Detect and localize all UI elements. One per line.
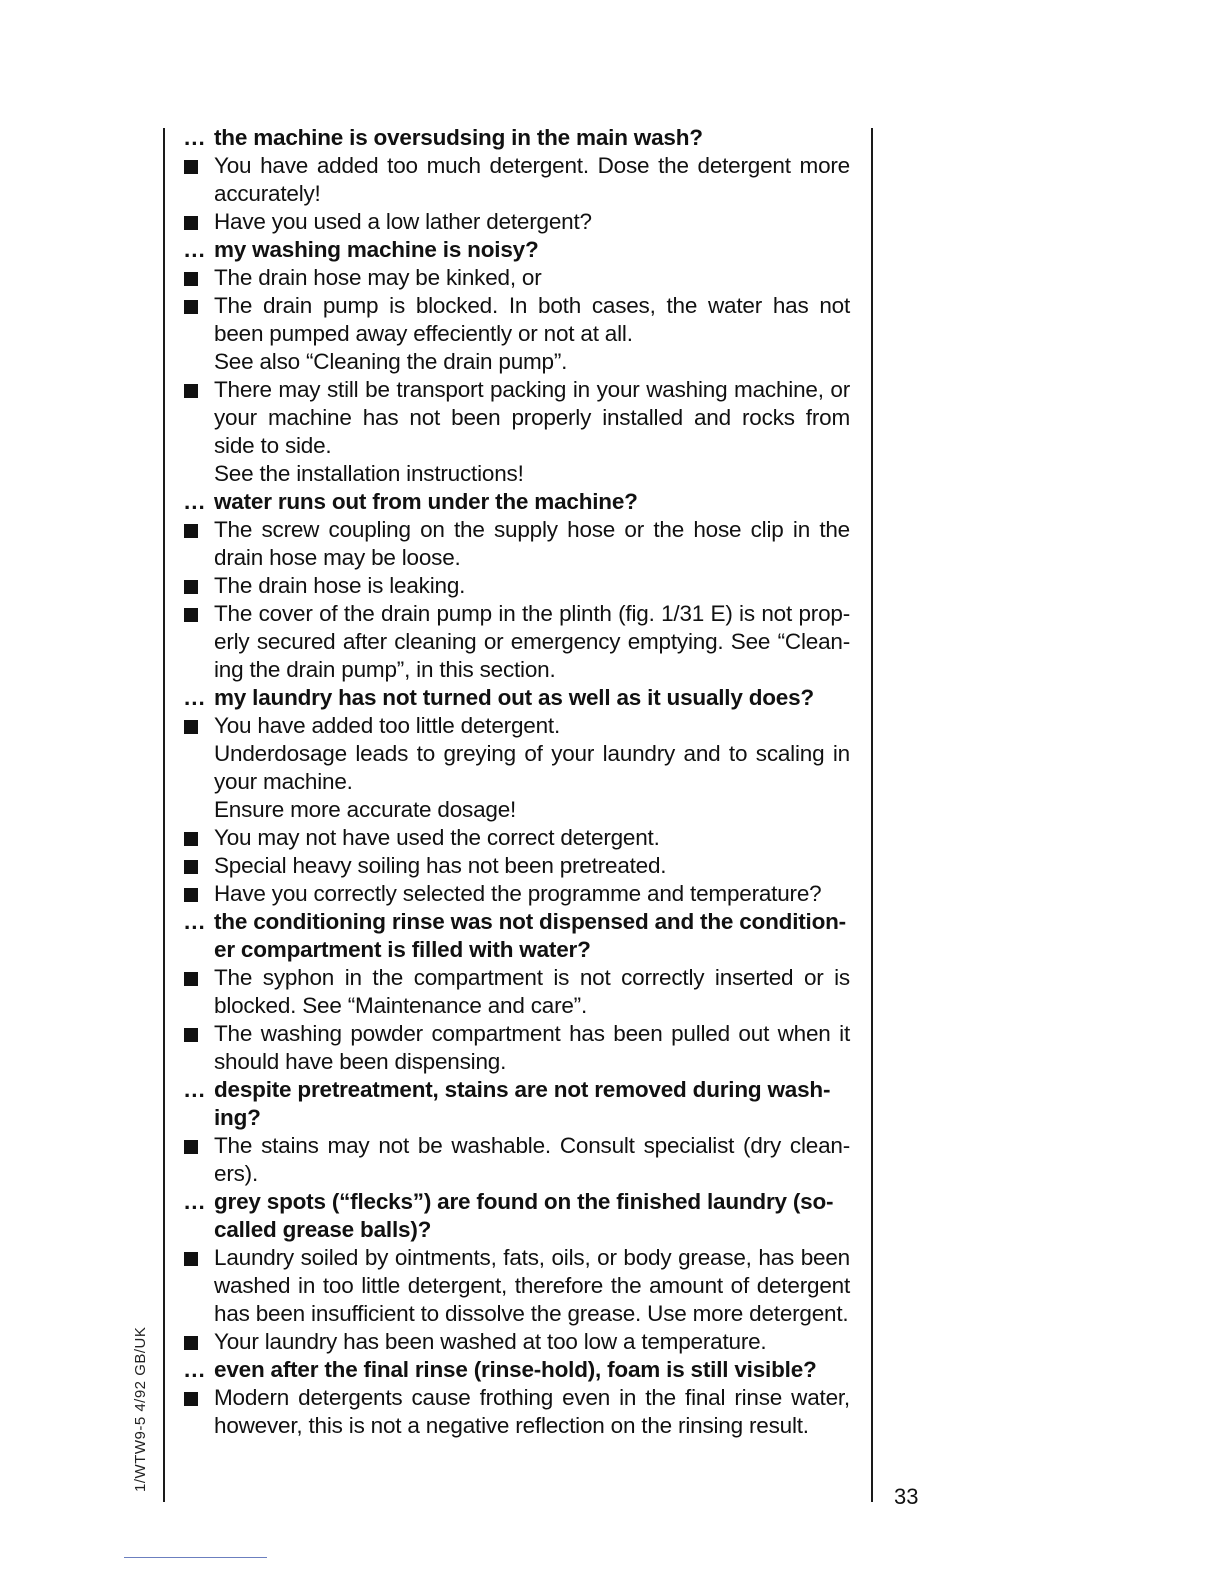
left-margin-rule <box>163 128 165 1502</box>
square-bullet-icon <box>184 264 214 292</box>
answer-item <box>184 824 850 852</box>
answer-item <box>184 264 850 292</box>
question-text: grey spots (“flecks”) are found on the finished laundry (so-called grease balls)? <box>214 1189 834 1242</box>
ellipsis-marker: ... <box>184 237 206 262</box>
ellipsis-marker: ... <box>184 685 206 710</box>
square-bullet-icon <box>184 1328 214 1356</box>
answer-text <box>214 152 850 208</box>
answer-item <box>184 572 850 600</box>
answer-item <box>184 516 850 572</box>
question-heading <box>184 908 850 964</box>
answer-text <box>214 880 850 908</box>
answer-text <box>214 1132 850 1188</box>
answer-item <box>184 852 850 880</box>
answer-paragraph: The drain pump is blocked. In both cases, the water has not been pumped away effeciently or not at all. <box>214 293 850 346</box>
answer-text <box>214 376 850 488</box>
answer-paragraph: See also “Cleaning the drain pump”. <box>214 349 568 374</box>
ellipsis-marker: ... <box>184 1189 206 1214</box>
answer-text <box>214 516 850 572</box>
right-margin-rule <box>871 128 873 1502</box>
square-bullet-icon <box>184 880 214 908</box>
question-text: the machine is oversudsing in the main wash? <box>214 125 703 150</box>
square-bullet-icon <box>184 152 214 208</box>
bottom-rule <box>124 1557 267 1558</box>
answer-item <box>184 1328 850 1356</box>
answer-text <box>214 1020 850 1076</box>
question-heading <box>184 124 850 152</box>
answer-paragraph: Underdosage leads to greying of your laundry and to scaling in your machine. <box>214 741 850 794</box>
answer-item <box>184 1020 850 1076</box>
answer-item <box>184 1384 850 1440</box>
square-bullet-icon <box>184 824 214 852</box>
answer-text <box>214 824 850 852</box>
answer-item <box>184 712 850 824</box>
answer-paragraph: You have added too much detergent. Dose the detergent more accurately! <box>214 153 850 206</box>
answer-paragraph: The screw coupling on the supply hose or the hose clip in the drain hose may be loose. <box>214 517 850 570</box>
answer-item <box>184 1132 850 1188</box>
question-text: the conditioning rinse was not dispensed and the condition-er compartment is filled with water? <box>214 909 846 962</box>
ellipsis-marker: ... <box>184 125 206 150</box>
answer-paragraph: The cover of the drain pump in the plinth (fig. 1/31 E) is not prop-erly secured after cleaning or emergency emptying. See “Clean-ing the drain pump”, in this section. <box>214 601 850 682</box>
square-bullet-icon <box>184 292 214 376</box>
answer-text <box>214 852 850 880</box>
question-heading <box>184 684 850 712</box>
answer-paragraph: Your laundry has been washed at too low a temperature. <box>214 1329 767 1354</box>
square-bullet-icon <box>184 1020 214 1076</box>
question-text: despite pretreatment, stains are not removed during wash-ing? <box>214 1077 831 1130</box>
document-code: 1/WTW9-5 4/92 GB/UK <box>132 1326 149 1492</box>
answer-paragraph: See the installation instructions! <box>214 461 524 486</box>
question-text: my laundry has not turned out as well as it usually does? <box>214 685 814 710</box>
square-bullet-icon <box>184 376 214 488</box>
answer-text <box>214 292 850 376</box>
answer-paragraph: There may still be transport packing in your washing machine, or your machine has not been properly installed and rocks from side to side. <box>214 377 850 458</box>
square-bullet-icon <box>184 208 214 236</box>
answer-paragraph: Laundry soiled by ointments, fats, oils, or body grease, has been washed in too little detergent, therefore the amount of detergent has been insufficient to dissolve the grease. Use more detergent. <box>214 1245 850 1326</box>
square-bullet-icon <box>184 572 214 600</box>
answer-paragraph: The drain hose may be kinked, or <box>214 265 542 290</box>
answer-paragraph: The washing powder compartment has been pulled out when it should have been dispensing. <box>214 1021 850 1074</box>
answer-paragraph: Have you correctly selected the programme and temperature? <box>214 881 822 906</box>
question-heading <box>184 1356 850 1384</box>
answer-item <box>184 208 850 236</box>
answer-paragraph: Have you used a low lather detergent? <box>214 209 592 234</box>
answer-item <box>184 152 850 208</box>
question-heading <box>184 1188 850 1244</box>
question-text: my washing machine is noisy? <box>214 237 539 262</box>
answer-text <box>214 572 850 600</box>
question-text: water runs out from under the machine? <box>214 489 638 514</box>
square-bullet-icon <box>184 712 214 824</box>
answer-item <box>184 292 850 376</box>
answer-paragraph: You may not have used the correct detergent. <box>214 825 660 850</box>
answer-item <box>184 880 850 908</box>
square-bullet-icon <box>184 964 214 1020</box>
answer-paragraph: The drain hose is leaking. <box>214 573 466 598</box>
square-bullet-icon <box>184 1384 214 1440</box>
answer-text <box>214 264 850 292</box>
answer-paragraph: The syphon in the compartment is not correctly inserted or is blocked. See “Maintenance and care”. <box>214 965 850 1018</box>
square-bullet-icon <box>184 1132 214 1188</box>
answer-item <box>184 600 850 684</box>
answer-item <box>184 1244 850 1328</box>
answer-text <box>214 964 850 1020</box>
question-heading <box>184 488 850 516</box>
answer-paragraph: Modern detergents cause frothing even in the final rinse water, however, this is not a negative reflection on the rinsing result. <box>214 1385 850 1438</box>
square-bullet-icon <box>184 600 214 684</box>
answer-text <box>214 600 850 684</box>
troubleshooting-content <box>184 124 850 1440</box>
square-bullet-icon <box>184 516 214 572</box>
answer-item <box>184 964 850 1020</box>
question-text: even after the final rinse (rinse-hold), foam is still visible? <box>214 1357 817 1382</box>
ellipsis-marker: ... <box>184 909 206 934</box>
answer-text <box>214 208 850 236</box>
question-heading <box>184 1076 850 1132</box>
page-number: 33 <box>894 1484 919 1509</box>
ellipsis-marker: ... <box>184 489 206 514</box>
answer-paragraph: You have added too little detergent. <box>214 713 560 738</box>
answer-text <box>214 1384 850 1440</box>
answer-item <box>184 376 850 488</box>
ellipsis-marker: ... <box>184 1077 206 1102</box>
question-heading <box>184 236 850 264</box>
answer-text <box>214 1244 850 1328</box>
answer-text <box>214 712 850 824</box>
ellipsis-marker: ... <box>184 1357 206 1382</box>
answer-text <box>214 1328 850 1356</box>
answer-paragraph: The stains may not be washable. Consult specialist (dry clean-ers). <box>214 1133 850 1186</box>
square-bullet-icon <box>184 852 214 880</box>
answer-paragraph: Special heavy soiling has not been pretreated. <box>214 853 667 878</box>
answer-paragraph: Ensure more accurate dosage! <box>214 797 517 822</box>
square-bullet-icon <box>184 1244 214 1328</box>
